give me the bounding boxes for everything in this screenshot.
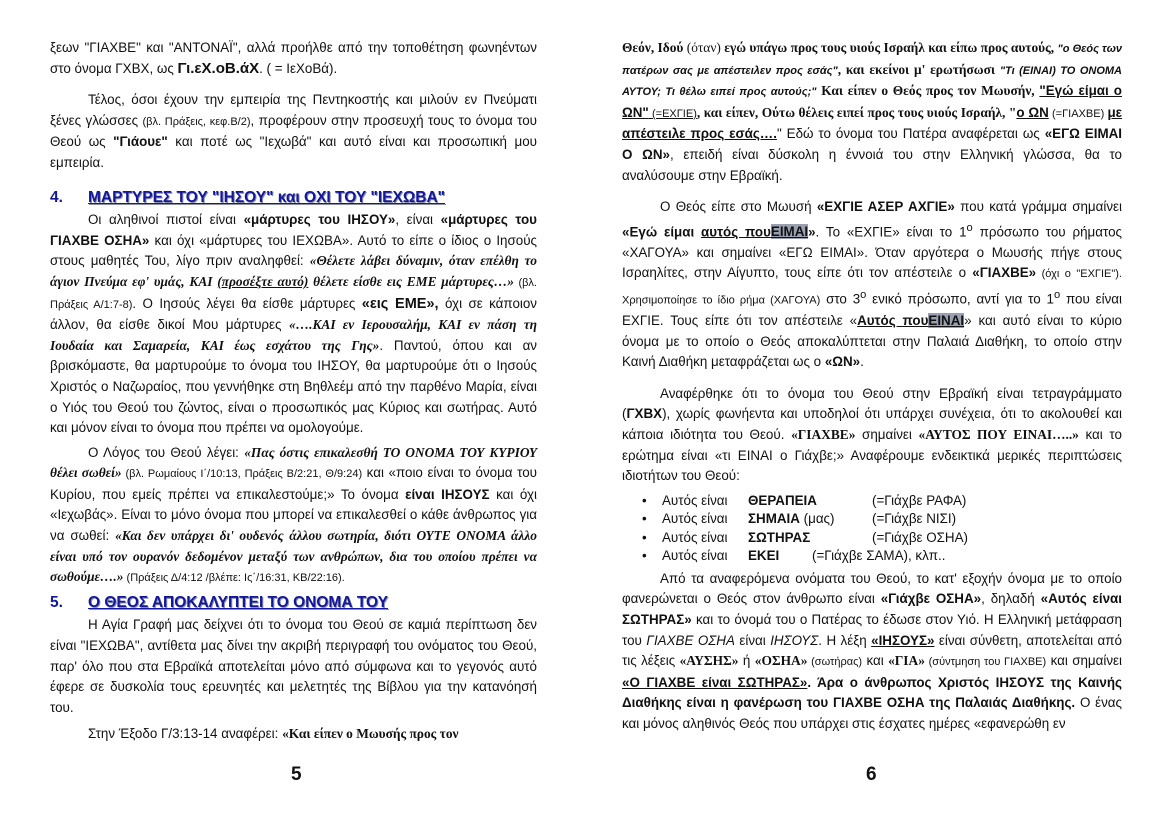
superscript: ο <box>860 289 867 301</box>
text: πρόσωπο του ρήματος «ΧΑΓΟΥΑ» και σημαίνει «ΕΓΩ ΕΙΜΑΙ». Όταν αργότερα ο Μωυσής πήγε στους Ισραηλίτες, στην Αίγυπτο, τους είπε ότι τον απέστειλε ο <box>622 224 1122 281</box>
scripture-quote: «Πας όστις επικαλεσθή ΤΟ ΟΝΟΜΑ ΤΟΥ ΚΥΡΙΟΥ θέλει σωθεί» <box>50 444 537 481</box>
text: . ( = ΙεΧοΒά). <box>259 60 338 76</box>
bold-text: «ΙΗΣΟΥΣ» <box>871 632 935 648</box>
text: . Το «ΕΧΓΙΕ» είναι το 1 <box>815 224 967 240</box>
text: Από τα αναφερόμενα ονόματα του Θεού, το κατ' εξοχήν όνομα με το οποίο φανερώνεται ο Θεός στον άνθρωπο είναι <box>622 570 1122 607</box>
text: Ο Θεός είπε στο Μωυσή <box>660 199 817 215</box>
section-heading-4 <box>50 188 537 209</box>
text: και <box>862 653 889 669</box>
note-text: (ΧΑΓΟΥΑ) <box>770 294 821 307</box>
bold-text: «μάρτυρες του ΙΗΣΟΥ» <box>243 212 396 228</box>
text: ενικό πρόσωπο, αντί για το 1 <box>866 291 1054 307</box>
text: όχι σε κάποιον άλλον, θα είσθε δικοί Μου μάρτυρες <box>50 295 538 333</box>
section-heading-5 <box>50 593 537 614</box>
text: . Η λέξη <box>818 632 872 648</box>
text: , επειδή είναι δύσκολη η έννοιά του στην Ελληνική γλώσσα, θα το αναλύσουμε στην Εβραϊκή. <box>622 146 1122 183</box>
bold-text: «Ο ΓΙΑΧΒΕ είναι ΣΩΤΗΡΑΣ» <box>622 674 808 690</box>
page-number: 6 <box>866 764 877 785</box>
list-term-suffix: (μας) <box>799 511 835 527</box>
bullet-icon: • <box>642 548 647 564</box>
text: και ποτέ ως "Ιεχωβά" και αυτό είναι και προσωπική μου εμπειρία. <box>50 134 537 170</box>
scripture-note: (όταν) <box>686 40 721 55</box>
transliteration-special: Γι.εΧ.οΒ.άΧ <box>177 59 260 77</box>
bold-text: «ΕΧΓΙΕ ΑΣΕΡ ΑΧΓΙΕ» <box>816 199 955 215</box>
bold-text: «Γιάχβε ΟΣΗΑ» <box>880 591 982 607</box>
paragraph <box>50 38 537 79</box>
paragraph <box>622 38 1122 186</box>
scripture-ref: (βλ. Ρωμαίους Ι΄/10:13, Πράξεις Β/2:21, Θ/9:24) <box>121 468 363 481</box>
text: Ο ένας και μόνος αληθινός Θεός που υπάρχει στις έσχατες ημέρες «εφανερώθη εν <box>622 695 1122 731</box>
list-note: (=Γιάχβε ΣΑΜΑ), κλπ.. <box>812 548 946 564</box>
list-item <box>642 528 1122 547</box>
text: (όχι ο "ΕΧΓΙΕ"). Χρησιμοποίησε το ίδιο ρήμα <box>622 268 1122 307</box>
text: . <box>860 354 864 370</box>
text: ), χωρίς φωνήεντα και υποδηλοί ότι υπάρχει συνέχεια, ότι το ακολουθεί και κάποια ιδιότητα του Θεού. <box>622 406 1122 443</box>
bold-text: αυτός που <box>701 224 771 240</box>
scripture-quote: «Θέλετε λάβει δύναμιν, όταν επέλθη το άγιον Πνεύμα εφ' υμάς, ΚΑΙ <box>50 253 538 289</box>
scripture-quote: θέλετε είσθε εις ΕΜΕ μάρτυρες…» <box>308 273 514 289</box>
bold-text: «ΑΥΣΗΣ» <box>679 653 739 669</box>
text: Οι αληθινοί πιστοί είναι <box>88 212 244 228</box>
page-number: 5 <box>291 764 302 785</box>
scripture-note: (=ΕΧΓΙΕ) <box>648 107 697 120</box>
bold-text: . Άρα ο άνθρωπος Χριστός ΙΗΣΟΥΣ της Καινής Διαθήκης είναι η φανέρωση του ΓΙΑΧΒΕ ΟΣΗΑ της Παλαιάς Διαθήκης. <box>622 674 1122 711</box>
note-text: (σύντμηση του ΓΙΑΧΒΕ) <box>924 656 1047 669</box>
bullet-icon: • <box>642 492 647 508</box>
paragraph <box>50 443 537 589</box>
bold-text: » <box>808 224 816 240</box>
scripture-quote: «Και είπεν ο Μωυσής προς τον <box>282 726 459 742</box>
bold-text: «Αυτός είναι ΣΩΤΗΡΑΣ» <box>622 591 1123 627</box>
bold-text: «Εγώ είμαι <box>622 224 702 240</box>
text: και το ερώτημα είναι «τι ΕΙΝΑΙ ο Γιάχβε;» Αναφέρουμε ενδεικτικά μερικές περιπτώσεις ιδιοτήτων του Θεού: <box>622 427 1122 484</box>
text: , δηλαδή <box>981 591 1041 607</box>
text: , προφέρουν στην προσευχή τους το όνομα του Θεού ως <box>50 112 538 150</box>
scripture-quote: Και είπεν ο Θεός προς τον Μωυσήν, <box>816 83 1040 99</box>
scripture-quote: "Τι (ΕΙΝΑΙ) ΤΟ ΟΝΟΜΑ ΑΥΤΟΥ; Τι θέλω ειπεί προς αυτούς;" <box>622 64 1122 99</box>
left-page <box>0 0 584 826</box>
list-note: (=Γιάχβε ΡΑΦΑ) <box>872 492 967 508</box>
bold-text: "Γιάουε" <box>113 134 168 150</box>
list-note: (=Γιάχβε ΟΣΗΑ) <box>872 529 968 545</box>
text: ξεων "ΓΙΑΧΒΕ" και "ΑΝΤΟΝΑΪ", αλλά προήλθε από την τοποθέτηση φωνηέντων στο όνομα ΓΧΒΧ, ως <box>50 40 537 76</box>
text: » και αυτό είναι το κύριο όνομα με το οποίο ο Θεός αποκαλύπτεται στην Παλαιά Διαθήκη, το οποίο στην Καινή Διαθήκη μεταφράζεται ως ο <box>622 313 1122 370</box>
paragraph <box>50 90 537 173</box>
paragraph <box>622 197 1122 373</box>
paragraph <box>50 724 537 745</box>
bold-text: «ΑΥΤΟΣ ΠΟΥ ΕΙΝΑΙ…..» <box>918 427 1079 443</box>
list-term: ΣΗΜΑΙΑ <box>748 511 800 527</box>
list-term: ΣΩΤΗΡΑΣ <box>748 529 811 545</box>
text: ή <box>738 653 755 669</box>
bullet-icon: • <box>642 529 647 545</box>
list-label: Αυτός είναι <box>662 511 728 527</box>
scripture-quote: Θεόν, Ιδού <box>622 40 687 55</box>
bold-text: «ΓΙΑ» <box>888 653 925 669</box>
text: και το όνομά του ο Πατέρας το έδωσε στον Υιό. Η Ελληνική μετάφραση του <box>622 612 1122 648</box>
text: που κατά γράμμα σημαίνει <box>954 199 1122 215</box>
attribute-list <box>622 491 1122 565</box>
left-page-text <box>50 38 537 745</box>
text: . Παντού, όπου και αν βρισκόμαστε, θα μαρτυρούμε το όνομα του ΙΗΣΟΥ, θα μαρτυρούμε ότι ο Ιησούς Χριστός ο Ναζωραίος, που γεννήθηκε στη Βηθλεέμ από την παρθένο Μαρία, είναι ο Υιός του Θεού του ζώντος, είναι ο προσωπικός μας Κύριος και σωτήρας. Αυτό και μόνον είναι το όνομα που πρέπει να ομολογούμε. <box>50 337 538 436</box>
text: και «ποιο είναι το όνομα του Κυρίου, που εμείς πρέπει να επικαλεστούμε;» Το όνομα <box>50 465 537 502</box>
list-term: ΕΚΕΙ <box>748 548 780 564</box>
note-text: (σωτήρας) <box>807 656 863 669</box>
bullet-icon: • <box>642 511 647 527</box>
paragraph <box>622 569 1122 735</box>
bold-text: «ΩΝ» <box>824 354 861 370</box>
scripture-quote: ο ΩΝ <box>1016 104 1049 120</box>
bold-text: Αυτός που <box>857 313 929 329</box>
superscript: ο <box>1053 289 1061 301</box>
list-label: Αυτός είναι <box>662 529 728 545</box>
text: , είναι <box>395 212 441 228</box>
paragraph <box>50 210 537 439</box>
scripture-quote: (προσέξτε αυτό) <box>217 273 309 289</box>
text: και όχι «Ιεχωβάς». Είναι το μόνο όνομα που μπορεί να επικαλεσθεί ο κάθε άνθρωπος για να σωθεί: <box>50 486 538 544</box>
scripture-ref: (βλ. Πράξεις, κεφ.Β/2) <box>142 115 251 128</box>
paragraph <box>622 384 1122 487</box>
paragraph <box>50 615 537 718</box>
scripture-quote: "Εγώ είμαι ο ΩΝ" <box>622 83 1122 120</box>
bold-text: ΓΧΒΧ <box>626 406 663 422</box>
text: Ο Λόγος του Θεού λέγει: <box>88 444 245 460</box>
scripture-quote: , και είπεν, Ούτω θέλεις ειπεί προς τους υιούς Ισραήλ, " <box>696 104 1017 120</box>
text: που είναι ΕΧΓΙΕ. Τους είπε ότι τον απέστειλε « <box>622 291 1122 329</box>
list-item <box>642 491 1122 510</box>
scripture-quote: «….ΚΑΙ εν Ιερουσαλήμ, ΚΑΙ εν πάση τη Ιουδαία και Σαμαρεία, ΚΑΙ έως εσχάτου της Γης» <box>50 317 537 353</box>
list-item <box>642 546 1122 565</box>
text: Αναφέρθηκε ότι το όνομα του Θεού στην Εβραϊκή είναι τετραγράμματο ( <box>622 385 1122 422</box>
highlighted-text: ΕΙΜΑΙ <box>770 224 809 240</box>
text: στο 3 <box>820 291 861 307</box>
scripture-quote: , και εκείνοι μ' ερωτήσωσι <box>837 61 1000 77</box>
section-number: 4. <box>50 188 63 206</box>
scripture-quote: "ο Θεός των πατέρων σας με απέστειλεν προς εσάς" <box>622 43 1123 77</box>
italic-text: ΓΙΑΧΒΕ ΟΣΗΑ <box>646 632 735 648</box>
bold-text: «ΓΙΑΧΒΕ» <box>972 265 1037 281</box>
highlighted-text: ΕΙΝΑΙ <box>928 313 965 329</box>
scripture-quote: εγώ υπάγω προς τους υιούς Ισραήλ και είπω προς αυτούς, <box>720 40 1058 55</box>
bold-text: «μάρτυρες του ΓΙΑΧΒΕ ΟΣΗΑ» <box>50 212 537 248</box>
list-label: Αυτός είναι <box>662 548 728 564</box>
list-label: Αυτός είναι <box>662 492 728 508</box>
bold-text: «ΓΙΑΧΒΕ» <box>791 427 856 443</box>
text: είναι σύνθετη, αποτελείται από τις λέξεις <box>622 632 1122 669</box>
bold-text: είναι ΙΗΣΟΥΣ <box>405 486 490 502</box>
text: και σημαίνει <box>1046 653 1122 669</box>
right-page <box>584 0 1169 826</box>
scripture-ref: (βλ. Πράξεις Α/1:7-8) <box>50 276 537 311</box>
text: Στην Έξοδο Γ/3:13-14 αναφέρει: <box>88 726 283 742</box>
bold-text: «ΟΣΗΑ» <box>754 653 808 669</box>
section-title: Ο ΘΕΟΣ ΑΠΟΚΑΛΥΠΤΕΙ ΤΟ ΟΝΟΜΑ ΤΟΥ <box>88 593 388 611</box>
section-title: ΜΑΡΤΥΡΕΣ ΤΟΥ "ΙΗΣΟΥ" και ΟΧΙ ΤΟΥ "ΙΕΧΩΒΑ" <box>88 188 445 206</box>
right-page-text <box>622 38 1122 735</box>
text: " Εδώ το όνομα του Πατέρα αναφέρεται ως <box>776 126 1045 142</box>
section-number: 5. <box>50 593 63 611</box>
text: και όχι «μάρτυρες του ΙΕΧΩΒΑ». Αυτό το είπε ο ίδιος ο Ιησούς στους μαθητές Του, λίγο πριν αναληφθεί: <box>50 232 537 269</box>
list-term: ΘΕΡΑΠΕΙΑ <box>748 492 817 508</box>
text: σημαίνει <box>855 427 919 443</box>
superscript: ο <box>966 221 973 234</box>
list-item <box>642 509 1122 528</box>
text: Η Αγία Γραφή μας δείχνει ότι το όνομα του Θεού σε καμιά περίπτωση δεν είναι "ΙΕΧΩΒΑ", αντίθετα μας δίνει την ακριβή περιγραφή του ονόματος του Θεού, παρ' όλο που στα Εβραϊκά αποτελείται μόνο από σύμφωνα και το γεγονός αυτό έφερε σε δυσκολία τους ερευνητές και μελετητές της Βίβλου για την κατανόησή του. <box>50 617 537 715</box>
text: είναι <box>734 632 771 648</box>
italic-text: ΙΗΣΟΥΣ <box>770 632 819 648</box>
list-note: (=Γιάχβε ΝΙΣΙ) <box>872 511 957 527</box>
scripture-quote: «Και δεν υπάρχει δι' ουδενός άλλου σωτηρία, διότι ΟΥΤΕ ΟΝΟΜΑ άλλο είναι υπό τον ουρανόν δεδομένον μεταξύ των ανθρώπων, δια του οποίου πρέπει να σωθούμε….» <box>50 528 537 585</box>
bold-text: «ΕΓΩ ΕΙΜΑΙ Ο ΩΝ» <box>622 126 1123 162</box>
scripture-note: (=ΓΙΑΧΒΕ) <box>1048 107 1108 120</box>
scripture-ref: (Πράξεις Δ/4:12 /βλέπε: Ις΄/16:31, ΚΒ/22:16). <box>123 572 345 585</box>
scripture-quote: με απέστειλε προς εσάς…. <box>622 104 1123 142</box>
bold-text: «εις ΕΜΕ», <box>361 295 439 312</box>
text: . Ο Ιησούς λέγει θα είσθε μάρτυρες <box>132 295 362 311</box>
text: Τέλος, όσοι έχουν την εμπειρία της Πεντηκοστής και μιλούν εν Πνεύματι ξένες γλώσσες <box>50 92 537 128</box>
